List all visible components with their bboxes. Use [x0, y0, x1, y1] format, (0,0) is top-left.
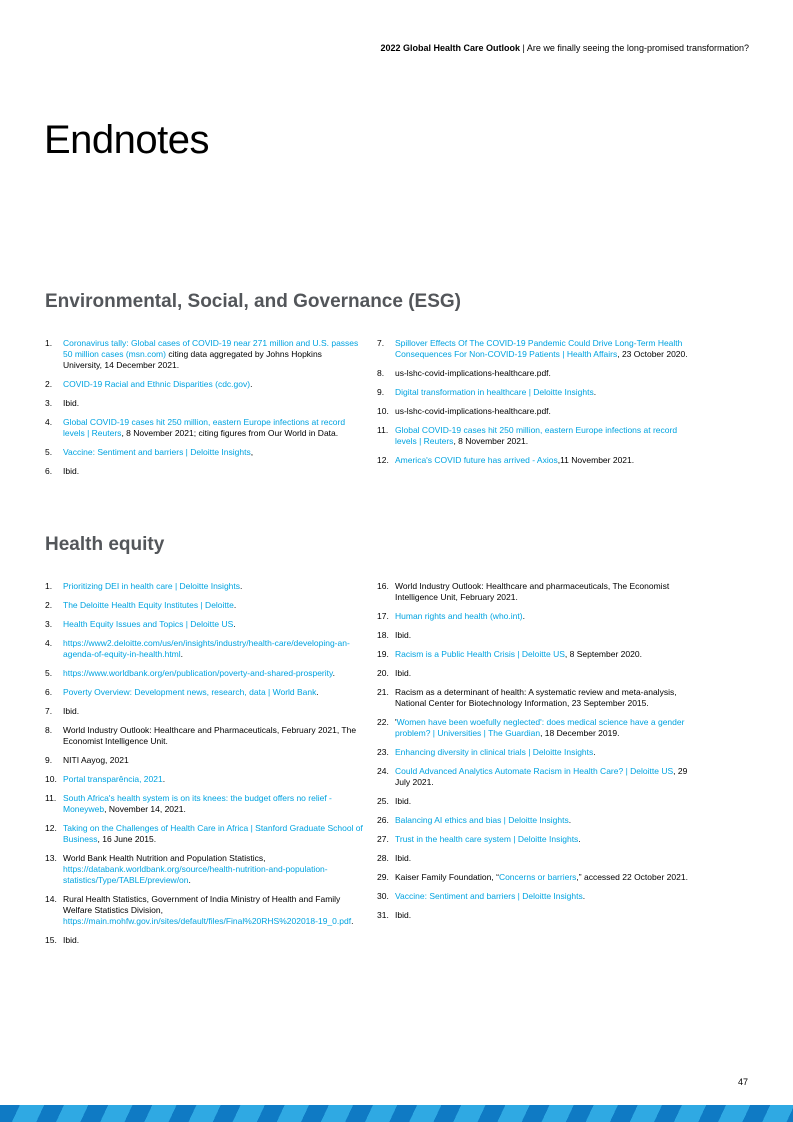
endnote-text: , 8 November 2021.: [453, 436, 529, 446]
endnote-number: 15.: [45, 935, 57, 945]
endnote-text: Ibid.: [395, 853, 412, 863]
endnote-number: 28.: [377, 853, 389, 863]
endnote-item: [377, 747, 695, 758]
endnote-item: [377, 649, 695, 660]
endnote-text: , 8 September 2020.: [564, 649, 642, 659]
endnote-text: .: [316, 687, 319, 697]
endnote-text: .: [332, 668, 335, 678]
endnote-text: , 29 July 2021.: [395, 766, 688, 787]
endnote-link[interactable]: Enhancing diversity in clinical trials | Deloitte Insights: [395, 747, 594, 757]
endnote-item: [45, 823, 363, 845]
endnote-item: [377, 630, 695, 641]
endnote-text: ,: [250, 447, 254, 457]
endnote-item: [45, 638, 363, 660]
endnote-item: [45, 466, 360, 477]
endnote-link[interactable]: Taking on the Challenges of Health Care in Africa | Stanford Graduate School of Business: [63, 823, 363, 844]
endnote-item: [377, 872, 695, 883]
endnote-item: [377, 815, 695, 826]
endnote-text: Ibid.: [395, 910, 412, 920]
endnote-item: [45, 706, 363, 717]
endnote-number: 3.: [45, 619, 53, 629]
endnote-link[interactable]: Health Equity Issues and Topics | Deloitte US: [63, 619, 234, 629]
endnote-number: 29.: [377, 872, 389, 882]
endnote-text: ': [395, 717, 397, 727]
endnote-item: [45, 755, 363, 766]
endnote-text: .: [582, 891, 586, 901]
endnote-item: [377, 910, 695, 921]
endnote-text: ,11 November 2021.: [557, 455, 635, 465]
endnote-text: World Bank Health Nutrition and Population Statistics,: [63, 853, 266, 863]
endnote-number: 12.: [377, 455, 389, 465]
endnote-item: [377, 425, 695, 447]
endnote-number: 14.: [45, 894, 57, 904]
endnote-link[interactable]: South Africa's health system is on its knees: the budget offers no relief - Moneyweb: [63, 793, 332, 814]
endnote-text: Ibid.: [63, 706, 80, 716]
endnote-number: 4.: [45, 417, 53, 427]
endnote-text: .: [233, 600, 237, 610]
endnote-number: 1.: [45, 338, 53, 348]
endnote-link[interactable]: America's COVID future has arrived - Axios: [395, 455, 558, 465]
endnote-text: Ibid.: [395, 668, 412, 678]
endnote-text: .: [180, 649, 184, 659]
header-separator: |: [520, 43, 527, 53]
endnote-item: [377, 581, 695, 603]
endnote-link[interactable]: Poverty Overview: Development news, research, data | World Bank: [63, 687, 317, 697]
endnote-text: .: [593, 747, 596, 757]
endnote-item: [377, 368, 695, 379]
endnote-item: [377, 338, 695, 360]
endnote-item: [45, 398, 360, 409]
endnote-number: 8.: [377, 368, 385, 378]
endnote-number: 10.: [45, 774, 57, 784]
esg-notes-right: [377, 338, 695, 474]
endnote-text: .: [593, 387, 597, 397]
endnote-number: 6.: [45, 687, 53, 697]
endnote-text: World Industry Outlook: Healthcare and Pharmaceuticals, February 2021, The Economist Intelligence Unit.: [63, 725, 357, 746]
endnote-number: 10.: [377, 406, 389, 416]
health-equity-notes-left: [45, 581, 363, 954]
endnote-text: Kaiser Family Foundation, “: [395, 872, 499, 882]
endnote-number: 5.: [45, 447, 53, 457]
endnote-link[interactable]: Women have been woefully neglected': does medical science have a gender problem? | Universities | The Guardian: [395, 717, 685, 738]
endnote-number: 26.: [377, 815, 389, 825]
endnote-item: [377, 834, 695, 845]
publication-tagline: Are we finally seeing the long-promised transformation?: [526, 43, 749, 53]
endnote-text: .: [240, 581, 243, 591]
section-title-health-equity: Health equity: [45, 534, 165, 555]
endnote-number: 16.: [377, 581, 389, 591]
endnote-link[interactable]: Racism is a Public Health Crisis | Deloitte US: [395, 649, 565, 659]
endnote-number: 31.: [377, 910, 389, 920]
endnote-item: [45, 725, 363, 747]
endnote-number: 27.: [377, 834, 389, 844]
endnote-text: .: [250, 379, 253, 389]
endnote-link[interactable]: Human rights and health (who.int): [395, 611, 523, 621]
endnote-number: 17.: [377, 611, 389, 621]
endnote-item: [377, 796, 695, 807]
endnote-link[interactable]: Trust in the health care system | Deloitte Insights: [395, 834, 579, 844]
endnote-number: 6.: [45, 466, 53, 476]
endnote-text: Ibid.: [395, 630, 412, 640]
endnote-text: Ibid.: [63, 398, 80, 408]
endnote-item: [377, 717, 695, 739]
endnote-item: [45, 774, 363, 785]
endnote-item: [377, 406, 695, 417]
endnote-link[interactable]: The Deloitte Health Equity Institutes | Deloitte: [63, 600, 234, 610]
endnote-item: [45, 338, 360, 371]
endnote-item: [45, 894, 363, 927]
endnote-item: [377, 611, 695, 622]
endnote-link[interactable]: Balancing AI ethics and bias | Deloitte Insights: [395, 815, 569, 825]
endnote-number: 7.: [45, 706, 53, 716]
endnote-text: , 8 November 2021; citing figures from Our World in Data.: [121, 428, 339, 438]
endnote-item: [377, 387, 695, 398]
endnote-item: [377, 687, 695, 709]
endnote-link[interactable]: https://www.worldbank.org/en/publication/poverty-and-shared-prosperity: [63, 668, 333, 678]
endnote-text: .: [578, 834, 581, 844]
endnote-item: [45, 793, 363, 815]
endnote-text: Racism as a determinant of health: A systematic review and meta-analysis, National Center for Biotechnology Information, 23 September 2015.: [395, 687, 677, 708]
footer-stripe-decoration: [0, 1105, 793, 1122]
endnote-link[interactable]: Coronavirus tally: Global cases of COVID-19 near 271 million and U.S. passes 50 million cases (msn.com): [63, 338, 359, 359]
endnote-text: .: [233, 619, 236, 629]
endnote-number: 23.: [377, 747, 389, 757]
endnote-number: 7.: [377, 338, 385, 348]
endnote-link[interactable]: Portal transparência, 2021: [63, 774, 163, 784]
endnote-link[interactable]: Vaccine: Sentiment and barriers | Deloitte Insights: [63, 447, 251, 457]
endnote-text: World Industry Outlook: Healthcare and pharmaceuticals, The Economist Intelligence Unit, February 2021.: [395, 581, 670, 602]
endnote-item: [377, 766, 695, 788]
endnote-number: 30.: [377, 891, 389, 901]
endnote-item: [45, 379, 360, 390]
endnote-text: Ibid.: [63, 466, 80, 476]
endnote-item: [377, 853, 695, 864]
endnote-item: [377, 668, 695, 679]
endnote-text: .: [522, 611, 525, 621]
endnote-text: us-lshc-covid-implications-healthcare.pdf.: [395, 406, 551, 416]
endnote-text: citing data aggregated by Johns Hopkins University, 14 December 2021.: [63, 349, 322, 370]
endnote-number: 11.: [45, 793, 57, 803]
running-header: [380, 43, 749, 53]
publication-title: 2022 Global Health Care Outlook: [380, 43, 521, 53]
endnote-item: [45, 600, 363, 611]
endnote-item: [377, 455, 695, 466]
endnote-text: Ibid.: [63, 935, 80, 945]
endnote-number: 4.: [45, 638, 53, 648]
endnote-text: Rural Health Statistics, Government of India Ministry of Health and Family Welfare Statistics Division,: [63, 894, 341, 915]
section-title-esg: Environmental, Social, and Governance (ESG): [45, 291, 461, 312]
endnote-number: 3.: [45, 398, 53, 408]
endnote-number: 9.: [377, 387, 385, 397]
endnote-number: 2.: [45, 379, 53, 389]
endnote-item: [45, 581, 363, 592]
page-number: 47: [737, 1077, 748, 1087]
endnote-number: 18.: [377, 630, 389, 640]
endnote-text: , 23 October 2020.: [617, 349, 688, 359]
endnote-text-after: ,” accessed 22 October 2021.: [576, 872, 688, 882]
endnote-link[interactable]: Digital transformation in healthcare | Deloitte Insights: [395, 387, 594, 397]
endnote-item: [45, 447, 360, 458]
page-title: Endnotes: [44, 118, 210, 162]
endnote-link[interactable]: https://main.mohfw.gov.in/sites/default/files/Final%20RHS%202018-19_0.pdf: [63, 916, 352, 926]
endnote-text-after: , 18 December 2019.: [540, 728, 620, 738]
endnote-link[interactable]: Spillover Effects Of The COVID-19 Pandemic Could Drive Long-Term Health Consequences For Non-COVID-19 Patients | Health Affairs: [395, 338, 683, 359]
endnote-item: [45, 619, 363, 630]
endnote-text: .: [568, 815, 572, 825]
endnote-text-after: .: [351, 916, 354, 926]
endnote-number: 20.: [377, 668, 389, 678]
endnote-item: [45, 935, 363, 946]
endnote-link[interactable]: Global COVID-19 cases hit 250 million, eastern Europe infections at record levels | Reuters: [395, 425, 678, 446]
endnote-item: [45, 853, 363, 886]
endnote-item: [45, 668, 363, 679]
esg-notes-left: [45, 338, 360, 485]
endnote-link[interactable]: https://databank.worldbank.org/source/health-nutrition-and-population-statistics/Type/TABLE/preview/on: [63, 864, 328, 885]
endnote-text-after: .: [188, 875, 191, 885]
endnote-link[interactable]: Could Advanced Analytics Automate Racism in Health Care? | Deloitte US: [395, 766, 674, 776]
endnote-number: 19.: [377, 649, 389, 659]
endnote-number: 9.: [45, 755, 53, 765]
endnote-number: 5.: [45, 668, 53, 678]
endnote-number: 13.: [45, 853, 57, 863]
endnote-item: [377, 891, 695, 902]
endnote-text: , 16 June 2015.: [97, 834, 157, 844]
endnote-link[interactable]: Vaccine: Sentiment and barriers | Deloitte Insights: [395, 891, 583, 901]
endnote-number: 12.: [45, 823, 57, 833]
endnote-link[interactable]: Prioritizing DEI in health care | Deloitte Insights: [63, 581, 241, 591]
endnote-number: 24.: [377, 766, 389, 776]
endnote-number: 2.: [45, 600, 53, 610]
endnote-text: Ibid.: [395, 796, 412, 806]
endnote-link[interactable]: Global COVID-19 cases hit 250 million, eastern Europe infections at record levels | Reuters: [63, 417, 346, 438]
endnote-number: 21.: [377, 687, 389, 697]
endnote-number: 11.: [377, 425, 389, 435]
endnote-number: 8.: [45, 725, 53, 735]
endnote-link[interactable]: Concerns or barriers: [498, 872, 577, 882]
endnote-number: 22.: [377, 717, 389, 727]
endnote-text: us-lshc-covid-implications-healthcare.pdf.: [395, 368, 551, 378]
endnote-number: 25.: [377, 796, 389, 806]
endnote-text: NITI Aayog, 2021: [63, 755, 129, 765]
endnote-link[interactable]: COVID-19 Racial and Ethnic Disparities (cdc.gov): [63, 379, 251, 389]
endnote-item: [45, 687, 363, 698]
endnote-link[interactable]: https://www2.deloitte.com/us/en/insights/industry/health-care/developing-an-agenda-of-equity-in-health.html: [63, 638, 350, 659]
endnote-number: 1.: [45, 581, 53, 591]
endnote-text: , November 14, 2021.: [104, 804, 186, 814]
endnote-text: .: [162, 774, 166, 784]
endnote-item: [45, 417, 360, 439]
health-equity-notes-right: [377, 581, 695, 929]
